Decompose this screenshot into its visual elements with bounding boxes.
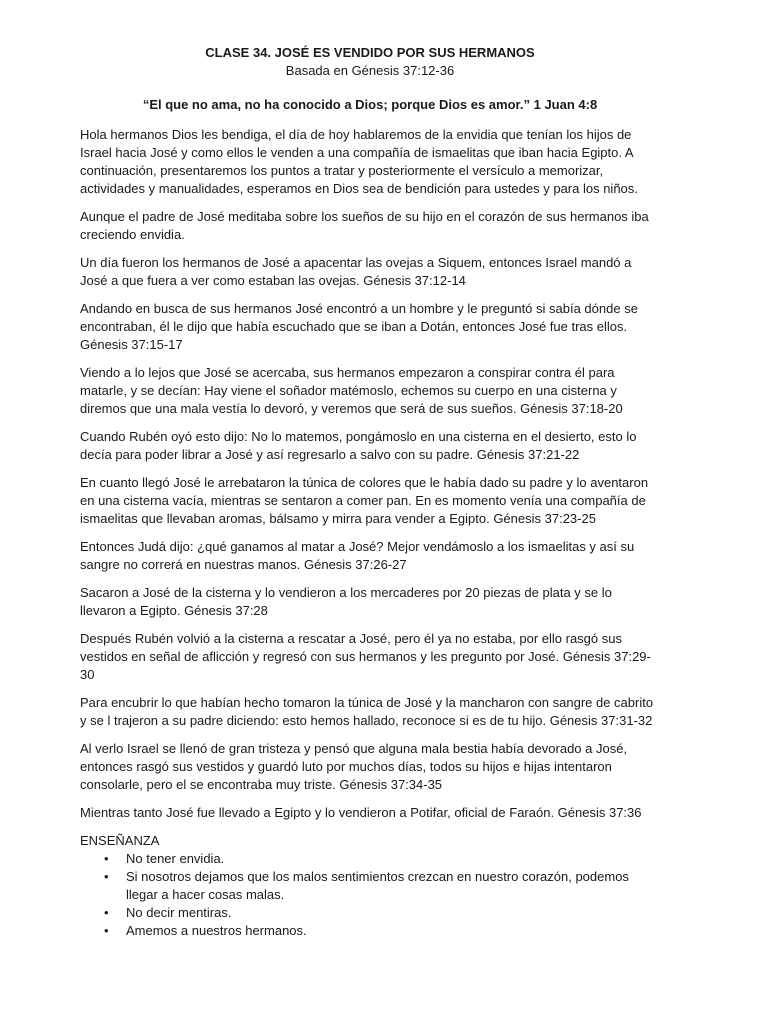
paragraph: Después Rubén volvió a la cisterna a rescatar a José, pero él ya no estaba, por ello rasgó sus vestidos en señal de aflicción y regresó con sus hermanos y les pregunto por José. Génesis 37:29-30 — [80, 631, 651, 682]
document-title: CLASE 34. JOSÉ ES VENDIDO POR SUS HERMANOS — [205, 45, 535, 60]
memory-verse: “El que no ama, no ha conocido a Dios; porque Dios es amor.” 1 Juan 4:8 — [142, 97, 598, 112]
paragraph: Un día fueron los hermanos de José a apacentar las ovejas a Siquem, entonces Israel mandó a José a que fuera a ver como estaban las ovejas. Génesis 37:12-14 — [80, 255, 632, 288]
document-page — [80, 44, 660, 940]
teaching-item — [104, 868, 660, 904]
paragraph: Aunque el padre de José meditaba sobre los sueños de su hijo en el corazón de sus hermanos iba creciendo envidia. — [80, 209, 649, 242]
paragraph: Para encubrir lo que habían hecho tomaron la túnica de José y la mancharon con sangre de cabrito y se l trajeron a su padre diciendo: esto hemos hallado, reconoce si es de tu hijo. Génesis 37:31-32 — [80, 695, 654, 728]
paragraph: Al verlo Israel se llenó de gran tristeza y pensó que alguna mala bestia había devorado a José, entonces rasgó sus vestidos y guardó luto por muchos días, todos su hijos e hijas intentaron consolarle, pero el se encontraba muy triste. Génesis 37:34-35 — [80, 741, 628, 792]
paragraph: Andando en busca de sus hermanos José encontró a un hombre y le preguntó si sabía dónde se encontraban, él le dijo que había escuchado que se iban a Dotán, entonces José fue tras ellos. Génesis 37:15-17 — [80, 301, 638, 352]
paragraph-intro: Hola hermanos Dios les bendiga, el día de hoy hablaremos de la envidia que tenían los hijos de Israel hacia José y como ellos le venden a una compañía de ismaelitas que iban hacia Egipto. A continuación, presentaremos los puntos a tratar y posteriormente el versículo a memorizar, actividades y manualidades, esperamos en Dios sea de bendición para ustedes y para los niños. — [80, 127, 638, 196]
bullet-icon: • — [104, 905, 109, 920]
paragraph: En cuanto llegó José le arrebataron la túnica de colores que le había dado su padre y lo aventaron en una cisterna vacía, mientras se sentaron a comer pan. En es momento venía una compañía de ismaelitas que llevaban aromas, bálsamo y mirra para vender a Egipto. Génesis 37:23-25 — [80, 475, 649, 526]
teaching-item — [104, 922, 660, 940]
paragraph: Cuando Rubén oyó esto dijo: No lo matemos, pongámoslo en una cisterna en el desierto, esto lo decía para poder librar a José y así regresarlo a salvo con su padre. Génesis 37:21-22 — [80, 429, 637, 462]
teaching-item — [104, 850, 660, 868]
teaching-item-text: Amemos a nuestros hermanos. — [126, 923, 307, 938]
teaching-item-text: Si nosotros dejamos que los malos sentimientos crezcan en nuestro corazón, podemos llegar a hacer cosas malas. — [126, 869, 629, 902]
bullet-icon: • — [104, 923, 109, 938]
paragraph: Entonces Judá dijo: ¿qué ganamos al matar a José? Mejor vendámoslo a los ismaelitas y así su sangre no correrá en nuestras manos. Génesis 37:26-27 — [80, 539, 635, 572]
bullet-icon: • — [104, 851, 109, 866]
paragraph: Sacaron a José de la cisterna y lo vendieron a los mercaderes por 20 piezas de plata y se lo llevaron a Egipto. Génesis 37:28 — [80, 585, 612, 618]
teaching-item-text: No tener envidia. — [126, 851, 225, 866]
teaching-item-text: No decir mentiras. — [126, 905, 232, 920]
teaching-heading: ENSEÑANZA — [80, 833, 160, 848]
document-subtitle: Basada en Génesis 37:12-36 — [285, 63, 455, 78]
paragraph: Viendo a lo lejos que José se acercaba, sus hermanos empezaron a conspirar contra él para matarle, y se decían: Hay viene el soñador matémoslo, echemos su cuerpo en una cisterna y diremos que una mala vestía lo devoró, y veremos que será de sus sueños. Génesis 37:18-20 — [80, 365, 623, 416]
teaching-item — [104, 904, 660, 922]
teaching-list — [80, 850, 660, 940]
bullet-icon: • — [104, 869, 109, 884]
paragraph: Mientras tanto José fue llevado a Egipto y lo vendieron a Potifar, oficial de Faraón. Génesis 37:36 — [80, 805, 642, 820]
